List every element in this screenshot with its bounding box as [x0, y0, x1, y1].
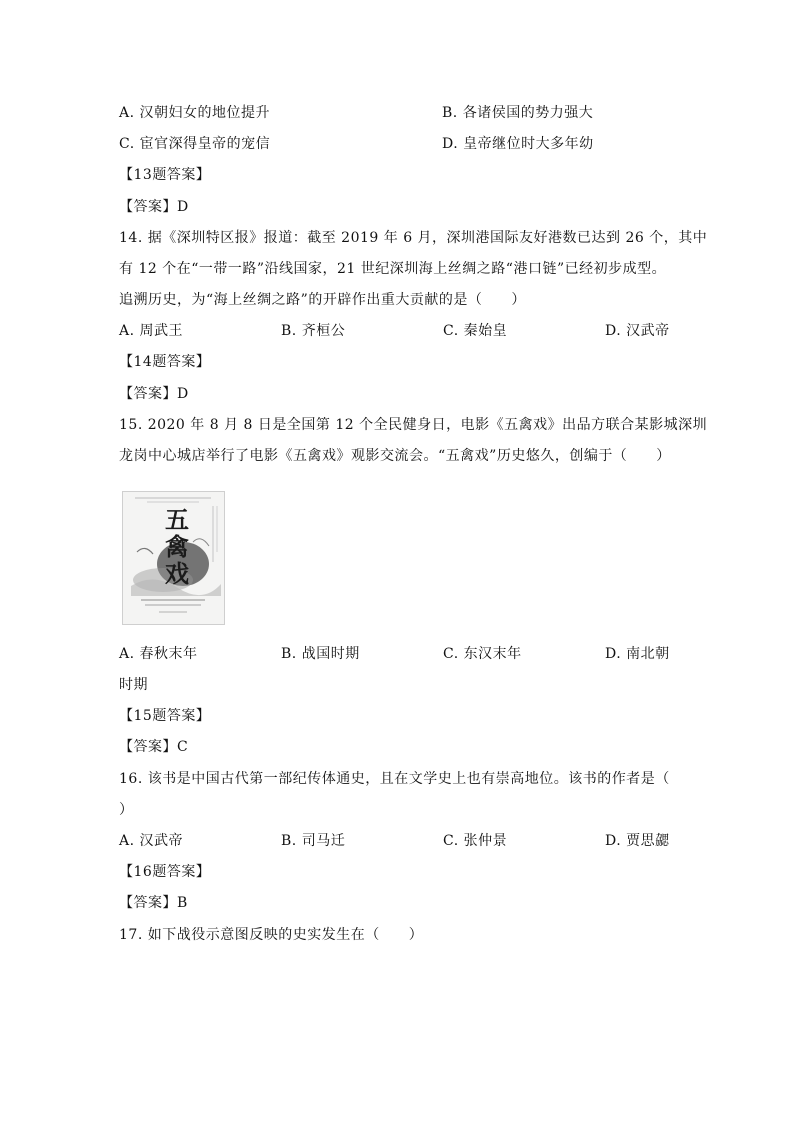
q13-option-d: D. 皇帝继位时大多年幼	[442, 136, 594, 152]
q16-option-d: D. 贾思勰	[605, 833, 670, 849]
q15-option-b: B. 战国时期	[281, 646, 360, 662]
q16-answer-header: 【16题答案】	[119, 864, 211, 880]
q13-option-c: C. 宦官深得皇帝的宠信	[119, 136, 271, 152]
q14-option-b: B. 齐桓公	[281, 323, 346, 339]
q15-answer-header: 【15题答案】	[119, 708, 211, 724]
q13-answer: 【答案】D	[119, 199, 189, 215]
wuqinxi-movie-poster	[122, 491, 225, 625]
q13-option-a: A. 汉朝妇女的地位提升	[119, 105, 271, 121]
q13-option-b: B. 各诸侯国的势力强大	[442, 105, 594, 121]
q15-option-d-wrap: 时期	[119, 677, 148, 693]
q14-answer-header: 【14题答案】	[119, 354, 211, 370]
q14-option-d: D. 汉武帝	[605, 323, 670, 339]
q15-option-c: C. 东汉末年	[443, 646, 522, 662]
q14-text-line-3: 追溯历史，为“海上丝绸之路”的开辟作出重大贡献的是（ ）	[119, 292, 526, 308]
q15-option-a: A. 春秋末年	[119, 646, 198, 662]
q15-text-line-2: 龙岗中心城店举行了电影《五禽戏》观影交流会。“五禽戏”历史悠久，创编于（ ）	[119, 448, 671, 464]
q16-option-a: A. 汉武帝	[119, 833, 184, 849]
q17-text-line-1: 17. 如下战役示意图反映的史实发生在（ ）	[119, 927, 424, 943]
poster-title: 五禽戏	[165, 505, 189, 588]
q16-option-b: B. 司马迁	[281, 833, 346, 849]
q13-answer-header: 【13题答案】	[119, 167, 211, 183]
q14-text-line-2: 有 12 个在“一带一路”沿线国家，21 世纪深圳海上丝绸之路“港口链”已经初步成型。	[119, 261, 667, 277]
q16-text-line-2: ）	[119, 802, 134, 818]
q15-text-line-1: 15. 2020 年 8 月 8 日是全国第 12 个全民健身日，电影《五禽戏》出品方联合某影城深圳	[119, 417, 708, 433]
q15-answer: 【答案】C	[119, 739, 189, 755]
q14-answer: 【答案】D	[119, 386, 189, 402]
q14-option-c: C. 秦始皇	[443, 323, 508, 339]
q16-text-line-1: 16. 该书是中国古代第一部纪传体通史，且在文学史上也有崇高地位。该书的作者是（	[119, 771, 670, 787]
q15-option-d: D. 南北朝	[605, 646, 670, 662]
q16-answer: 【答案】B	[119, 895, 188, 911]
q14-text-line-1: 14. 据《深圳特区报》报道：截至 2019 年 6 月，深圳港国际友好港数已达到 26 个，其中	[119, 230, 708, 246]
q14-option-a: A. 周武王	[119, 323, 184, 339]
q16-option-c: C. 张仲景	[443, 833, 508, 849]
